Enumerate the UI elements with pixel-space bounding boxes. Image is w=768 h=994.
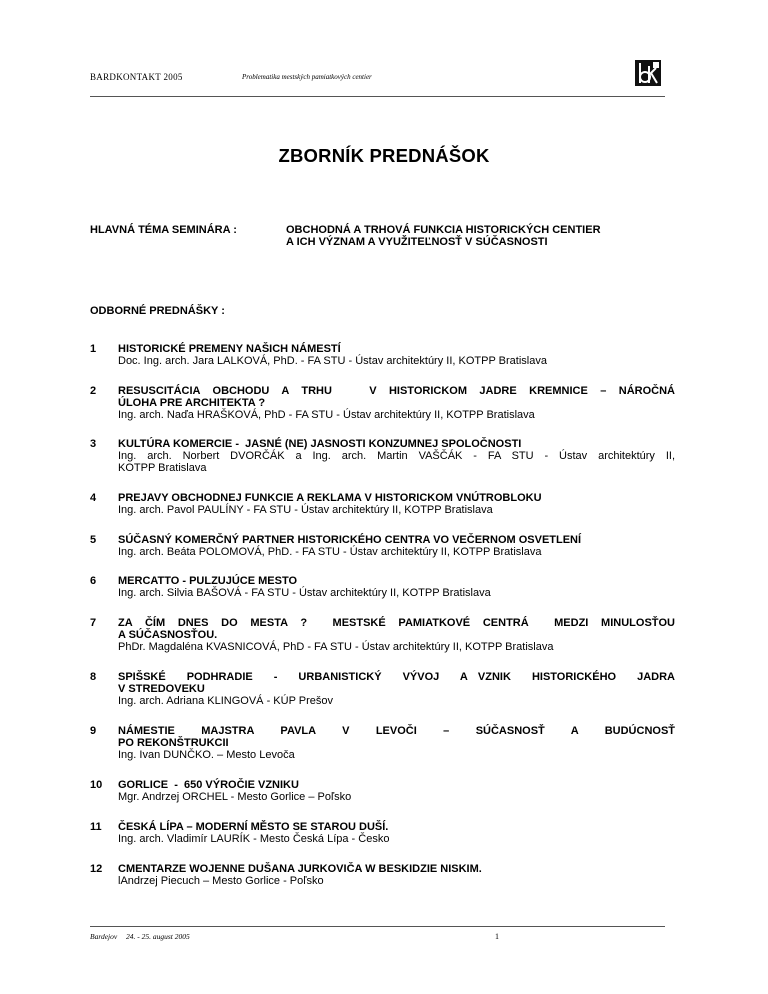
lecture-number: 5 [90,534,97,546]
lecture-body [118,863,675,887]
lecture-title-line: SPIŠSKÉ PODHRADIE - URBANISTICKÝ VÝVOJ A VZNIK HISTORICKÉHO JADRA [118,671,675,683]
header-subtitle: Problematika mestských pamiatkových centier [242,73,372,81]
lecture-body [118,438,675,474]
lecture-body [118,575,675,599]
page-header [90,72,665,94]
lecture-title-line: ČESKÁ LÍPA – MODERNÍ MĚSTO SE STAROU DUŠÍ. [118,821,389,833]
lecture-author-line: Ing. arch. Naďa HRAŠKOVÁ, PhD - FA STU - Ústav architektúry II, KOTPP Bratislava [118,409,535,421]
lecture-body [118,821,675,845]
lecture-number: 11 [90,821,102,833]
theme-line-2: A ICH VÝZNAM A VYUŽITEĽNOSŤ V SÚČASNOSTI [286,236,548,248]
lecture-title-line: SÚČASNÝ KOMERČNÝ PARTNER HISTORICKÉHO CENTRA VO VEČERNOM OSVETLENÍ [118,534,582,546]
lecture-title-line: MERCATTO - PULZUJÚCE MESTO [118,575,298,587]
footer-place: Bardejov [90,932,118,941]
lecture-title-line: CMENTARZE WOJENNE DUŠANA JURKOVIČA W BESKIDZIE NISKIM. [118,863,482,875]
lecture-number: 10 [90,779,103,791]
page-title: ZBORNÍK PREDNÁŠOK [278,145,490,166]
lecture-author-line: Doc. Ing. arch. Jara LALKOVÁ, PhD. - FA STU - Ústav architektúry II, KOTPP Bratislava [118,355,547,367]
lecture-author-line: Ing. arch. Silvia BAŠOVÁ - FA STU - Ústav architektúry II, KOTPP Bratislava [118,587,491,599]
lecture-number: 7 [90,617,97,629]
lecture-body [118,671,675,707]
footer-rule [90,926,665,927]
lecture-number: 8 [90,671,97,683]
lecture-title-line: RESUSCITÁCIA OBCHODU A TRHU V HISTORICKOM JADRE KREMNICE – NÁROČNÁ [118,385,675,397]
lecture-number: 4 [90,492,97,504]
lecture-number: 3 [90,438,97,450]
lecture-body [118,385,675,421]
lecture-title-line: ZA ČÍM DNES DO MESTA ? MESTSKÉ PAMIATKOVÉ CENTRÁ MEDZI MINULOSŤOU [118,617,675,629]
lecture-number: 1 [90,343,97,355]
lectures-label: ODBORNÉ PREDNÁŠKY : [90,305,225,317]
lecture-title-line: A SÚČASNOSŤOU. [118,629,218,641]
lecture-title-line: KULTÚRA KOMERCIE - JASNÉ (NE) JASNOSTI KONZUMNEJ SPOLOČNOSTI [118,438,522,450]
lecture-number: 2 [90,385,97,397]
lecture-author-line: lAndrzej Piecuch – Mesto Gorlice - Poľsko [118,875,324,887]
theme-label: HLAVNÁ TÉMA SEMINÁRA : [90,224,237,236]
lecture-body [118,725,675,761]
theme-line-1: OBCHODNÁ A TRHOVÁ FUNKCIA HISTORICKÝCH CENTIER [286,224,601,236]
lecture-number: 6 [90,575,97,587]
lecture-author-line: Mgr. Andrzej ORCHEL - Mesto Gorlice – Poľsko [118,791,352,803]
lecture-author-line: Ing. arch. Adriana KLINGOVÁ - KÚP Prešov [118,695,334,707]
lecture-number: 12 [90,863,103,875]
lecture-title-line: ÚLOHA PRE ARCHITEKTA ? [118,397,266,409]
lecture-body [118,492,675,516]
lecture-title-line: HISTORICKÉ PREMENY NAŠICH NÁMESTÍ [118,343,341,355]
lecture-body [118,779,675,803]
footer-date: 24. - 25. august 2005 [126,932,190,941]
lecture-author-line: Ing. arch. Pavol PAULÍNY - FA STU - Ústav architektúry II, KOTPP Bratislava [118,504,493,516]
lecture-author-line: Ing. arch. Beáta POLOMOVÁ, PhD. - FA STU - Ústav architektúry II, KOTPP Bratislava [118,546,542,558]
lecture-author-line: Ing. Ivan DUNČKO. – Mesto Levoča [118,749,295,761]
lecture-number: 9 [90,725,97,737]
lecture-author-line: PhDr. Magdaléna KVASNICOVÁ, PhD - FA STU - Ústav architektúry II, KOTPP Bratislava [118,641,554,653]
lecture-body [118,617,675,653]
lecture-title-line: NÁMESTIE MAJSTRA PAVLA V LEVOČI – SÚČASNOSŤ A BUDÚCNOSŤ [118,725,675,737]
lecture-body [118,343,675,367]
lecture-body [118,534,675,558]
lecture-title-line: PO REKONŠTRUKCII [118,737,229,749]
page-number: 1 [495,932,499,941]
header-publication: BARDKONTAKT 2005 [90,72,183,82]
header-rule [90,96,665,97]
lecture-author-line: Ing. arch. Vladimír LAURÍK - Mesto Česká Lípa - Česko [118,833,390,845]
lecture-author-line: Ing. arch. Norbert DVORČÁK a Ing. arch. Martin VAŠČÁK - FA STU - Ústav architektúry II, [118,450,675,462]
lecture-title-line: V STREDOVEKU [118,683,205,695]
lecture-title-line: GORLICE - 650 VÝROČIE VZNIKU [118,779,299,791]
lecture-title-line: PREJAVY OBCHODNEJ FUNKCIE A REKLAMA V HISTORICKOM VNÚTROBLOKU [118,492,542,504]
theme-text [283,224,601,248]
bk-logo-icon [635,60,661,86]
lecture-author-line: KOTPP Bratislava [118,462,207,474]
